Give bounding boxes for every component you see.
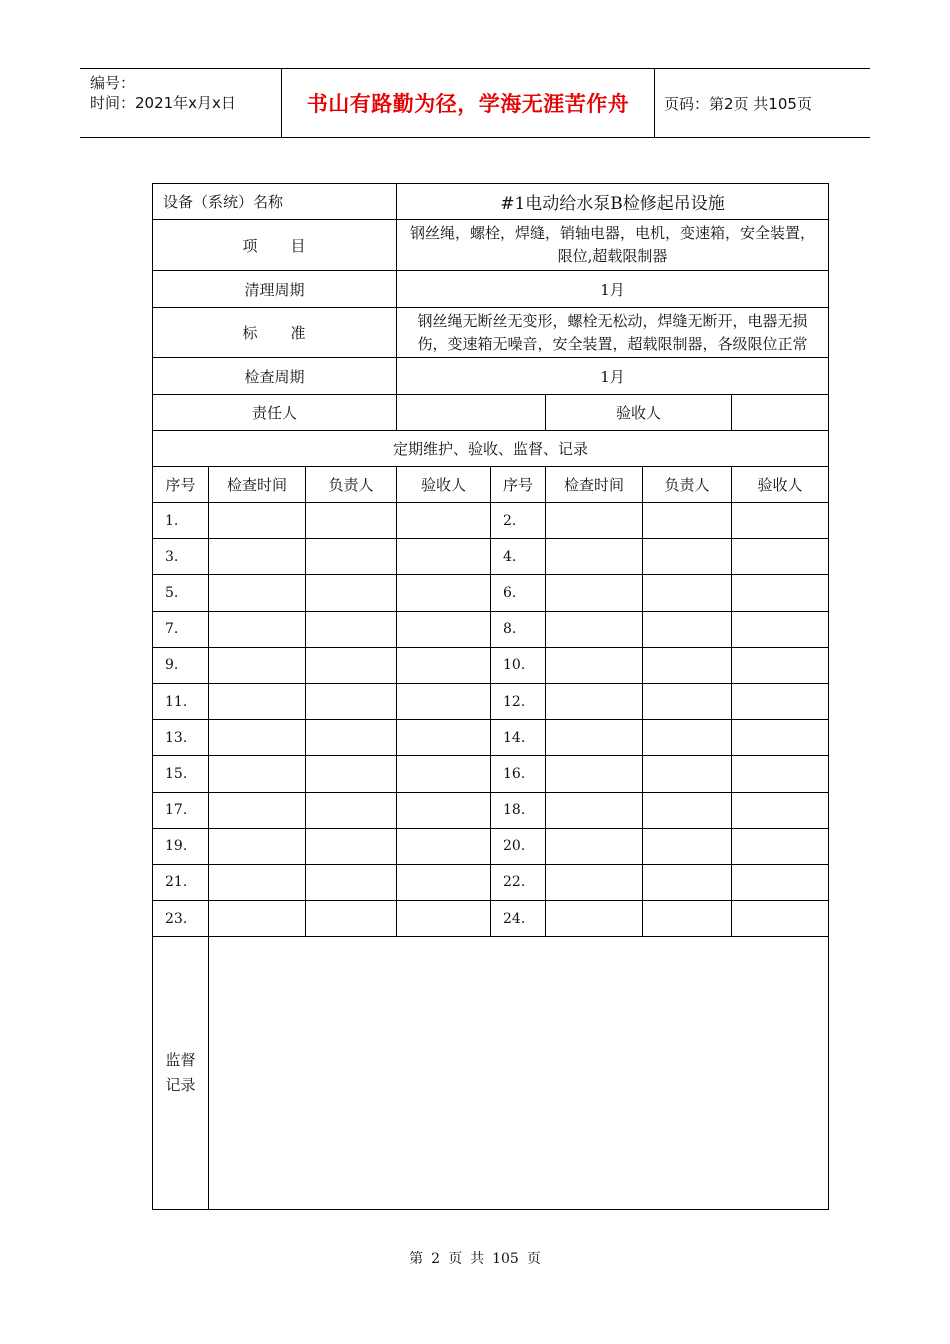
responsible-cell[interactable] bbox=[643, 756, 732, 792]
acceptor-cell[interactable] bbox=[397, 503, 491, 539]
check-time-cell[interactable] bbox=[546, 539, 643, 575]
acceptor-cell[interactable] bbox=[732, 901, 829, 937]
row-number: 16. bbox=[491, 756, 546, 792]
check-time-cell[interactable] bbox=[546, 503, 643, 539]
table-row bbox=[153, 575, 829, 611]
responsible-cell[interactable] bbox=[306, 647, 397, 683]
acceptor-cell[interactable] bbox=[732, 539, 829, 575]
table-row bbox=[153, 683, 829, 719]
acceptor-cell[interactable] bbox=[397, 901, 491, 937]
row-number: 13. bbox=[153, 720, 209, 756]
acceptor-cell[interactable] bbox=[732, 683, 829, 719]
document-number-label: 编号： bbox=[90, 74, 136, 92]
table-row bbox=[153, 828, 829, 864]
acceptor-cell[interactable] bbox=[397, 683, 491, 719]
check-time-cell[interactable] bbox=[209, 901, 306, 937]
row-number: 19. bbox=[153, 828, 209, 864]
page-header bbox=[80, 68, 870, 138]
row-number: 7. bbox=[153, 611, 209, 647]
row-number: 6. bbox=[491, 575, 546, 611]
check-time-cell[interactable] bbox=[209, 539, 306, 575]
responsible-cell[interactable] bbox=[306, 611, 397, 647]
column-header: 验收人 bbox=[732, 467, 829, 503]
row-number: 21. bbox=[153, 864, 209, 900]
supervision-record-label bbox=[153, 937, 209, 1210]
check-time-cell[interactable] bbox=[546, 611, 643, 647]
acceptor-cell[interactable] bbox=[397, 720, 491, 756]
table-row bbox=[153, 539, 829, 575]
record-label-line: 记录 bbox=[165, 1076, 196, 1095]
check-cycle-row bbox=[153, 358, 829, 395]
responsible-cell[interactable] bbox=[643, 792, 732, 828]
header-motto: 书山有路勤为径，学海无涯苦作舟 bbox=[306, 92, 630, 116]
clean-cycle-row bbox=[153, 271, 829, 308]
acceptor-cell[interactable] bbox=[732, 792, 829, 828]
check-time-cell[interactable] bbox=[209, 503, 306, 539]
acceptor-cell[interactable] bbox=[397, 756, 491, 792]
row-number: 12. bbox=[491, 683, 546, 719]
device-label: 设备（系统）名称 bbox=[153, 184, 397, 220]
responsible-cell[interactable] bbox=[306, 828, 397, 864]
row-number: 20. bbox=[491, 828, 546, 864]
row-number: 18. bbox=[491, 792, 546, 828]
responsible-cell[interactable] bbox=[306, 539, 397, 575]
acceptor-cell[interactable] bbox=[397, 539, 491, 575]
responsible-cell[interactable] bbox=[643, 864, 732, 900]
responsible-cell[interactable] bbox=[643, 611, 732, 647]
responsible-cell[interactable] bbox=[643, 503, 732, 539]
standard-row bbox=[153, 308, 829, 358]
header-meta bbox=[90, 73, 236, 113]
check-cycle-label: 检查周期 bbox=[153, 358, 397, 395]
footer-gong: 共 bbox=[470, 1251, 485, 1267]
check-time-cell[interactable] bbox=[546, 901, 643, 937]
table-row bbox=[153, 647, 829, 683]
column-header-row bbox=[153, 467, 829, 503]
acceptor-cell[interactable] bbox=[397, 647, 491, 683]
row-number: 1. bbox=[153, 503, 209, 539]
clean-cycle-label: 清理周期 bbox=[153, 271, 397, 308]
check-time-cell[interactable] bbox=[546, 792, 643, 828]
device-row bbox=[153, 184, 829, 220]
responsible-cell[interactable] bbox=[306, 792, 397, 828]
header-page-info: 页码：第2页 共105页 bbox=[664, 94, 812, 113]
acceptor-cell[interactable] bbox=[397, 611, 491, 647]
row-number: 9. bbox=[153, 647, 209, 683]
row-number: 22. bbox=[491, 864, 546, 900]
row-number: 8. bbox=[491, 611, 546, 647]
acceptor-cell[interactable] bbox=[732, 756, 829, 792]
acceptor-cell[interactable] bbox=[397, 792, 491, 828]
acceptor-cell[interactable] bbox=[732, 720, 829, 756]
acceptor-cell[interactable] bbox=[732, 575, 829, 611]
column-header: 序号 bbox=[491, 467, 546, 503]
supervision-record-area[interactable] bbox=[209, 937, 829, 1210]
check-time-cell[interactable] bbox=[546, 683, 643, 719]
column-header: 验收人 bbox=[397, 467, 491, 503]
check-time-cell[interactable] bbox=[546, 647, 643, 683]
item-label: 项 目 bbox=[153, 220, 397, 271]
acceptor-cell[interactable] bbox=[397, 828, 491, 864]
check-time-cell[interactable] bbox=[209, 611, 306, 647]
row-number: 3. bbox=[153, 539, 209, 575]
column-header: 序号 bbox=[153, 467, 209, 503]
column-header: 检查时间 bbox=[209, 467, 306, 503]
check-time-cell[interactable] bbox=[209, 756, 306, 792]
header-divider bbox=[654, 69, 655, 137]
device-value: #1电动给水泵B检修起吊设施 bbox=[397, 184, 829, 220]
row-number: 24. bbox=[491, 901, 546, 937]
row-number: 5. bbox=[153, 575, 209, 611]
table-row bbox=[153, 756, 829, 792]
responsible-cell[interactable] bbox=[643, 539, 732, 575]
responsible-cell[interactable] bbox=[306, 683, 397, 719]
row-number: 14. bbox=[491, 720, 546, 756]
row-number: 11. bbox=[153, 683, 209, 719]
column-header: 负责人 bbox=[306, 467, 397, 503]
responsible-cell[interactable] bbox=[306, 756, 397, 792]
responsible-cell[interactable] bbox=[306, 720, 397, 756]
acceptor-cell[interactable] bbox=[732, 611, 829, 647]
acceptor-cell[interactable] bbox=[397, 575, 491, 611]
acceptor-cell[interactable] bbox=[732, 503, 829, 539]
responsible-label: 责任人 bbox=[153, 395, 397, 431]
check-time-cell[interactable] bbox=[209, 864, 306, 900]
table-row bbox=[153, 792, 829, 828]
check-time-cell[interactable] bbox=[209, 828, 306, 864]
record-label-line: 监督 bbox=[165, 1051, 196, 1070]
check-time-cell[interactable] bbox=[209, 575, 306, 611]
check-time-cell[interactable] bbox=[209, 792, 306, 828]
row-number: 10. bbox=[491, 647, 546, 683]
acceptor-cell[interactable] bbox=[732, 864, 829, 900]
clean-cycle-value: 1月 bbox=[397, 271, 829, 308]
check-time-cell[interactable] bbox=[546, 864, 643, 900]
check-time-cell[interactable] bbox=[546, 720, 643, 756]
supervision-record-row bbox=[153, 937, 829, 1210]
row-number: 4. bbox=[491, 539, 546, 575]
check-time-cell[interactable] bbox=[209, 720, 306, 756]
standard-label: 标 准 bbox=[153, 308, 397, 358]
acceptor-value[interactable] bbox=[732, 395, 829, 431]
responsible-cell[interactable] bbox=[306, 901, 397, 937]
responsible-cell[interactable] bbox=[643, 720, 732, 756]
item-value: 钢丝绳，螺栓，焊缝，销轴电器，电机，变速箱，安全装置，限位,超载限制器 bbox=[397, 220, 829, 271]
check-time-cell[interactable] bbox=[546, 828, 643, 864]
responsible-cell[interactable] bbox=[643, 683, 732, 719]
table-row bbox=[153, 503, 829, 539]
responsible-cell[interactable] bbox=[306, 575, 397, 611]
column-header: 检查时间 bbox=[546, 467, 643, 503]
inspection-form-table bbox=[152, 183, 829, 1210]
row-number: 15. bbox=[153, 756, 209, 792]
check-cycle-value: 1月 bbox=[397, 358, 829, 395]
responsible-cell[interactable] bbox=[306, 503, 397, 539]
table-row bbox=[153, 720, 829, 756]
table-row bbox=[153, 864, 829, 900]
footer-total-pages: 105 bbox=[492, 1251, 519, 1267]
page-footer bbox=[0, 1248, 950, 1268]
standard-value: 钢丝绳无断丝无变形，螺栓无松动，焊缝无断开，电器无损伤，变速箱无噪音，安全装置，超载限制器，各级限位正常 bbox=[397, 308, 829, 358]
footer-ye: 页 bbox=[448, 1251, 463, 1267]
section-title: 定期维护、验收、监督、记录 bbox=[153, 431, 829, 467]
footer-ye: 页 bbox=[526, 1251, 541, 1267]
check-time-cell[interactable] bbox=[546, 756, 643, 792]
check-time-cell[interactable] bbox=[209, 683, 306, 719]
acceptor-cell[interactable] bbox=[397, 864, 491, 900]
responsible-value[interactable] bbox=[397, 395, 546, 431]
item-row bbox=[153, 220, 829, 271]
responsible-row bbox=[153, 395, 829, 431]
responsible-cell[interactable] bbox=[643, 901, 732, 937]
footer-page-number: 2 bbox=[431, 1251, 441, 1267]
table-row bbox=[153, 901, 829, 937]
document-time: 时间：2021年x月x日 bbox=[90, 94, 236, 112]
responsible-cell[interactable] bbox=[643, 828, 732, 864]
section-title-row bbox=[153, 431, 829, 467]
row-number: 23. bbox=[153, 901, 209, 937]
responsible-cell[interactable] bbox=[643, 575, 732, 611]
row-number: 2. bbox=[491, 503, 546, 539]
row-number: 17. bbox=[153, 792, 209, 828]
responsible-cell[interactable] bbox=[643, 647, 732, 683]
table-row bbox=[153, 611, 829, 647]
footer-di: 第 bbox=[409, 1251, 424, 1267]
check-time-cell[interactable] bbox=[209, 647, 306, 683]
column-header: 负责人 bbox=[643, 467, 732, 503]
acceptor-cell[interactable] bbox=[732, 647, 829, 683]
check-time-cell[interactable] bbox=[546, 575, 643, 611]
responsible-cell[interactable] bbox=[306, 864, 397, 900]
acceptor-label: 验收人 bbox=[546, 395, 732, 431]
acceptor-cell[interactable] bbox=[732, 828, 829, 864]
